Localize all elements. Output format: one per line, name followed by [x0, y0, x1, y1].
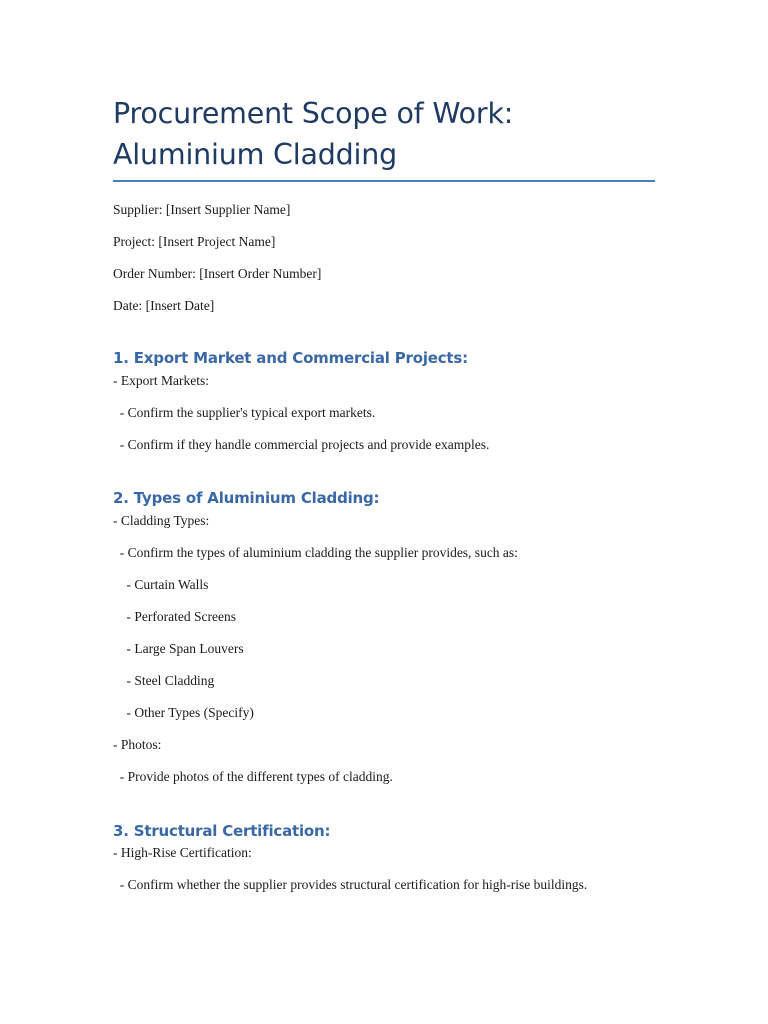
title-line-1: Procurement Scope of Work: [113, 97, 514, 130]
section-1-line: - Confirm the supplier's typical export markets. [113, 405, 376, 420]
section-3-line: - Confirm whether the supplier provides structural certification for high-rise buildings. [113, 877, 588, 892]
section-2-line: - Cladding Types: [113, 513, 210, 528]
supplier-field: Supplier: [Insert Supplier Name] [113, 202, 291, 217]
date-field: Date: [Insert Date] [113, 298, 215, 313]
section-3-heading: 3. Structural Certification: [113, 822, 331, 840]
section-2-line: - Provide photos of the different types of cladding. [113, 769, 393, 784]
section-1-line: - Export Markets: [113, 373, 209, 388]
section-3-line: - High-Rise Certification: [113, 845, 252, 860]
section-1-line: - Confirm if they handle commercial projects and provide examples. [113, 437, 490, 452]
section-2-line: - Curtain Walls [113, 577, 209, 592]
section-2-line: - Perforated Screens [113, 609, 236, 624]
order-number-field: Order Number: [Insert Order Number] [113, 266, 322, 281]
section-2-line: - Steel Cladding [113, 673, 215, 688]
title-underline [113, 180, 655, 182]
title-line-2: Aluminium Cladding [113, 138, 397, 171]
section-1-heading: 1. Export Market and Commercial Projects: [113, 349, 468, 367]
document-title [113, 93, 655, 175]
section-2-heading: 2. Types of Aluminium Cladding: [113, 489, 380, 507]
section-2-line: - Confirm the types of aluminium cladding the supplier provides, such as: [113, 545, 518, 560]
section-2-line: - Large Span Louvers [113, 641, 244, 656]
project-field: Project: [Insert Project Name] [113, 234, 276, 249]
section-2-line: - Other Types (Specify) [113, 705, 254, 720]
section-2-line: - Photos: [113, 737, 162, 752]
